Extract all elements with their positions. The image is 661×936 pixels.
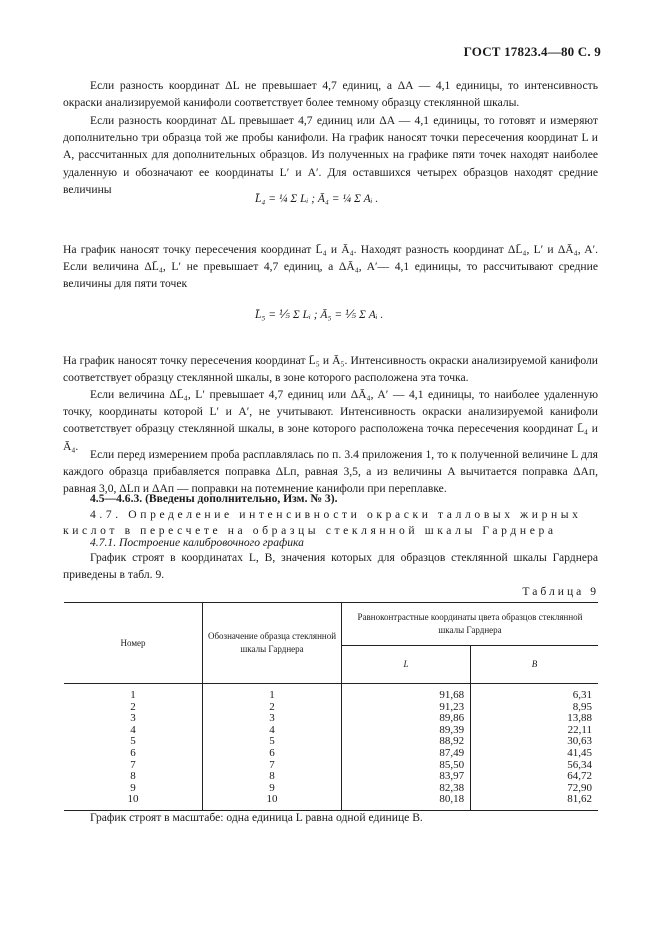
row-L-value: 83,97 xyxy=(342,771,471,783)
row-B-value: 41,45 xyxy=(567,746,592,759)
col-header-coordinates: Равноконтрастные координаты цвета образцов стеклянной шкалы Гарднера xyxy=(342,603,599,646)
row-L-value: 82,38 xyxy=(342,783,471,795)
table-row xyxy=(64,713,598,725)
section-4-7-title-line1: 4.7. Определение интенсивности окраски талловых жирных xyxy=(90,508,582,521)
paragraph-5: Если величина ΔL̄₄, L′ превышает 4,7 единиц или ΔĀ₄, A′ — 4,1 единицы, то наиболее удаленную точку, координаты которой L′ и A′, не учитывают. Интенсивность окраски анализируемой канифоли соответствует образцу стеклянной шкалы, в зоне которого расположена точка пересечения координат L̄₄ и Ā₄. xyxy=(63,388,598,453)
row-L-value: 89,86 xyxy=(342,713,471,725)
row-designation: 3 xyxy=(203,713,342,725)
table-row xyxy=(64,783,598,795)
amendment-note: 4.5—4.6.3. (Введены дополнительно, Изм. № 3). xyxy=(90,492,338,505)
table-row xyxy=(64,702,598,714)
table-row xyxy=(64,760,598,772)
row-designation: 1 xyxy=(203,684,342,702)
row-L-value: 91,23 xyxy=(342,702,471,714)
row-L-value: 88,92 xyxy=(342,736,471,748)
row-B-value: 22,11 xyxy=(567,723,592,736)
row-designation: 4 xyxy=(203,725,342,737)
row-B-value: 64,72 xyxy=(567,770,592,783)
row-number: 6 xyxy=(64,748,203,760)
table-row xyxy=(64,736,598,748)
row-B-value: 56,34 xyxy=(567,758,592,771)
row-B-value: 8,95 xyxy=(572,700,592,713)
row-L-value: 80,18 xyxy=(342,794,471,810)
row-B-value: 30,63 xyxy=(567,735,592,748)
row-number: 7 xyxy=(64,760,203,772)
formula-mean-5: L̄₅ = ⅕ Σ Lᵢ ; Ā₅ = ⅕ Σ Aᵢ . xyxy=(255,309,384,321)
col-header-B: B xyxy=(471,646,598,684)
row-B-value: 72,90 xyxy=(567,781,592,794)
row-L-value: 87,49 xyxy=(342,748,471,760)
row-B-value: 6,31 xyxy=(572,689,592,701)
table-row xyxy=(64,748,598,760)
row-L-value: 85,50 xyxy=(342,760,471,772)
paragraph-2: Если разность координат ΔL превышает 4,7 единиц или ΔA — 4,1 единицы, то готовят и измеряют дополнительно три образца той же пробы канифоли. На график наносят точки пересечения координат L и A, рассчитанных для дополнительных образцов. Из полученных на графике пяти точек находят наиболее удаленную и обозначают ее координаты L′ и A′. Для оставшихся четырех образцов находят средние величины xyxy=(63,114,598,196)
table-caption: Таблица 9 xyxy=(522,585,599,598)
row-number: 5 xyxy=(64,736,203,748)
paragraph-3: На график наносят точку пересечения координат L̄₄ и Ā₄. Находят разность координат ΔL̄₄, L′ и ΔĀ₄, A′. Если величина ΔL̄₄, L′ не превышает 4,7 единиц, а ΔĀ₄, A′— 4,1 единицы, то рассчитывают средние величины для пяти точек xyxy=(63,243,598,291)
row-designation: 8 xyxy=(203,771,342,783)
col-header-number: Номер xyxy=(64,603,203,684)
col-header-L: L xyxy=(342,646,471,684)
section-4-7-title-line2: кислот в пересчете на образцы стеклянной шкалы Гарднера xyxy=(63,524,557,537)
row-number: 3 xyxy=(64,713,203,725)
table-row xyxy=(64,684,598,702)
closing-paragraph: График строят в масштабе: одна единица L равна одной единице B. xyxy=(90,811,423,824)
row-designation: 5 xyxy=(203,736,342,748)
row-number: 4 xyxy=(64,725,203,737)
table-row xyxy=(64,794,598,810)
row-number: 8 xyxy=(64,771,203,783)
table-row xyxy=(64,725,598,737)
row-designation: 2 xyxy=(203,702,342,714)
paragraph-6: Если перед измерением проба расплавлялась по п. 3.4 приложения 1, то к полученной величине L для каждого образца прибавляется поправка ΔLп, равная 3,5, а из величины A вычитается поправка ΔAп, равная 3,0, ΔLп и ΔAп — поправки на потемнение канифоли при переплавке. xyxy=(63,448,598,496)
table-row xyxy=(64,771,598,783)
row-designation: 6 xyxy=(203,748,342,760)
row-number: 9 xyxy=(64,783,203,795)
row-number: 10 xyxy=(64,794,203,810)
paragraph-1: Если разность координат ΔL не превышает 4,7 единиц, а ΔA — 4,1 единицы, то интенсивность окраски анализируемой канифоли соответствует более темному образцу стеклянной шкалы. xyxy=(63,79,598,110)
row-L-value: 91,68 xyxy=(342,684,471,702)
row-B-value: 13,88 xyxy=(567,712,592,725)
col-header-designation: Обозначение образца стеклянной шкалы Гарднера xyxy=(203,603,342,684)
row-designation: 10 xyxy=(203,794,342,810)
row-number: 1 xyxy=(64,684,203,702)
formula-mean-4: L̄₄ = ¼ Σ Lᵢ ; Ā₄ = ¼ Σ Aᵢ . xyxy=(255,193,379,205)
paragraph-4: На график наносят точку пересечения координат L̄₅ и Ā₅. Интенсивность окраски анализируемой канифоли соответствует образцу стеклянной шкалы, в зоне которого расположена эта точка. xyxy=(63,354,598,385)
row-designation: 7 xyxy=(203,760,342,772)
row-designation: 9 xyxy=(203,783,342,795)
subsection-title: 4.7.1. Построение калибровочного графика xyxy=(90,536,304,549)
page-header: ГОСТ 17823.4—80 С. 9 xyxy=(463,44,601,59)
row-number: 2 xyxy=(64,702,203,714)
row-B-value: 81,62 xyxy=(567,793,592,806)
table-9 xyxy=(64,602,598,811)
row-L-value: 89,39 xyxy=(342,725,471,737)
paragraph-10: График строят в координатах L, B, значения которых для образцов стеклянной шкалы Гарднера приведены в табл. 9. xyxy=(63,551,598,582)
